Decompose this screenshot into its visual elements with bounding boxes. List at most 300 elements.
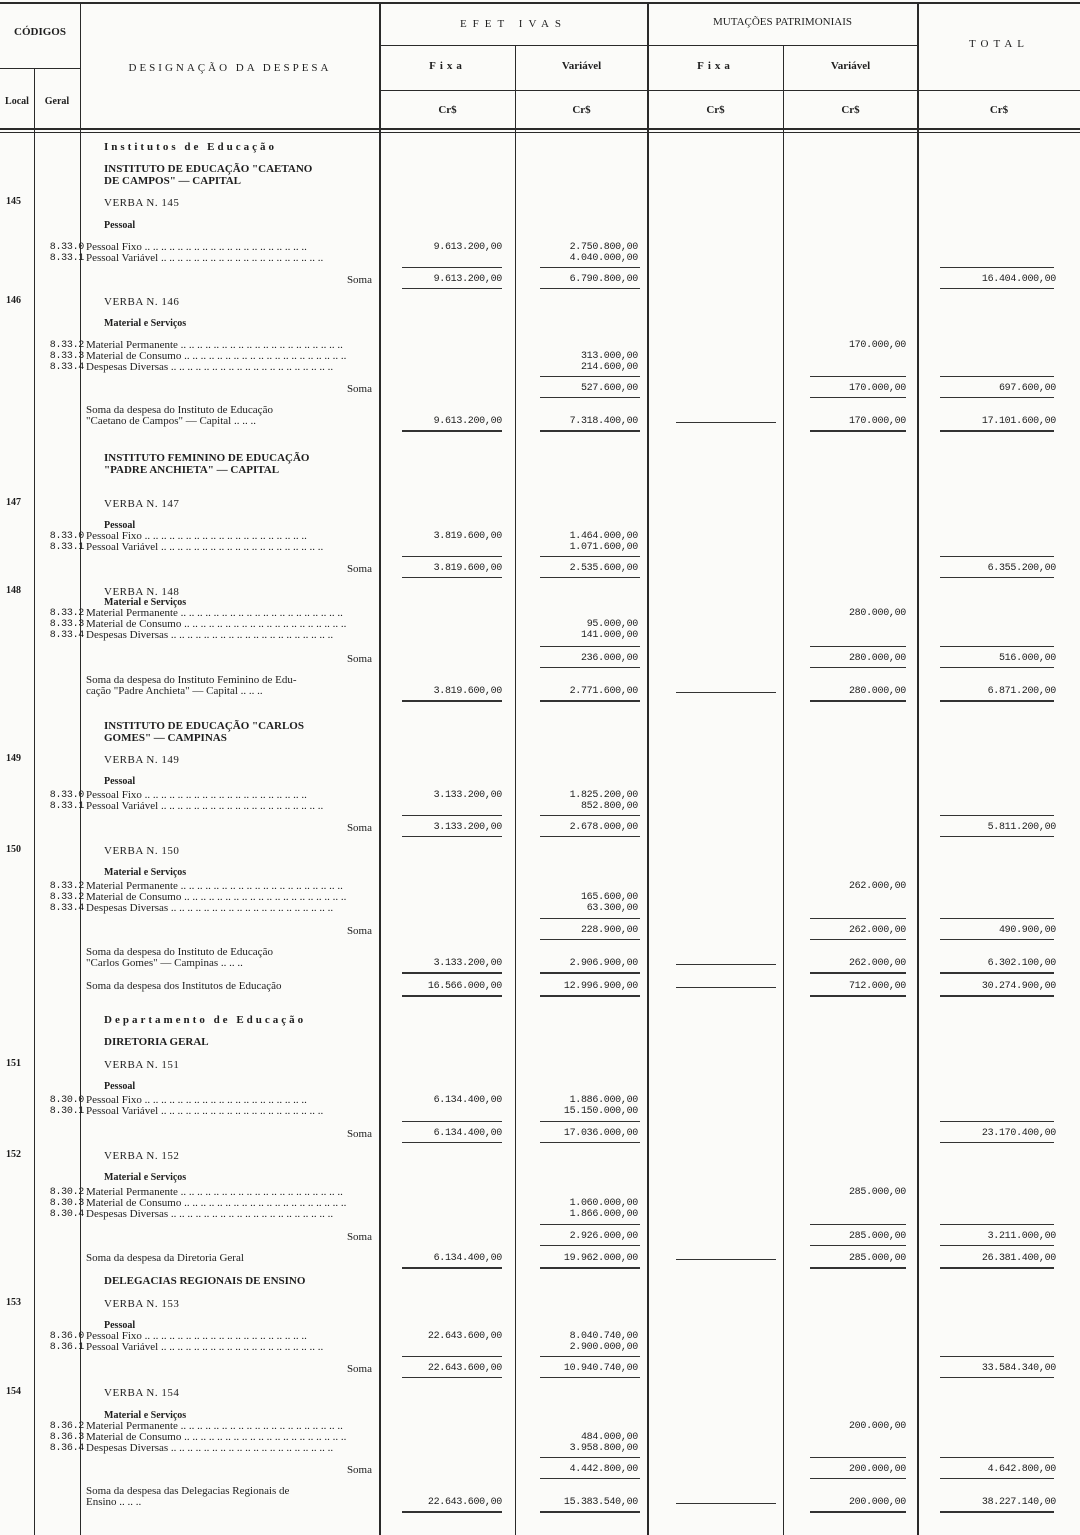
sum-rule <box>810 376 906 377</box>
amount-c2: 2.900.000,00 <box>569 1342 638 1353</box>
col-divider-total <box>917 2 919 1535</box>
total-rule <box>540 1142 640 1143</box>
amount-c4: 170.000,00 <box>848 416 906 427</box>
amount-c4: 200.000,00 <box>848 1497 906 1508</box>
general-code: 8.33.4 <box>49 630 84 641</box>
item-description: Despesas Diversas .. .. .. .. .. .. .. .. .. .. .. .. .. .. .. .. .. .. .. .. <box>86 362 334 373</box>
total-rule <box>940 431 1054 432</box>
general-code: 8.33.2 <box>49 340 84 351</box>
sum-rule <box>940 267 1054 268</box>
local-code: 153 <box>6 1297 21 1308</box>
sum-rule <box>540 918 640 919</box>
sum-rule <box>540 1457 640 1458</box>
general-code: 8.30.0 <box>49 1095 84 1106</box>
sum-rule <box>540 376 640 377</box>
amount-c4: 170.000,00 <box>848 383 906 394</box>
amount-c1: 9.613.200,00 <box>433 416 502 427</box>
total-rule <box>402 973 502 974</box>
item-description: Material de Consumo .. .. .. .. .. .. .. .. .. .. .. .. .. .. .. .. .. .. .. .. <box>86 1198 347 1209</box>
general-code: 8.33.2 <box>49 608 84 619</box>
soma-label: Soma <box>346 1363 372 1375</box>
amount-c5: 6.302.100,00 <box>987 958 1056 969</box>
total-rule <box>540 431 640 432</box>
section-institutos: Institutos de Educação <box>104 141 277 153</box>
total-rule <box>402 996 502 997</box>
amount-c2: 3.958.800,00 <box>569 1443 638 1454</box>
soma-label: Soma <box>346 383 372 395</box>
item-description: Despesas Diversas .. .. .. .. .. .. .. .. .. .. .. .. .. .. .. .. .. .. .. .. <box>86 1209 334 1220</box>
amount-c5: 38.227.140,00 <box>981 1497 1056 1508</box>
amount-c4: 280.000,00 <box>848 686 906 697</box>
subheading: Pessoal <box>104 220 136 231</box>
currency-total: Cr$ <box>989 104 1009 116</box>
total-rule <box>540 667 640 668</box>
total-rule <box>540 1268 640 1269</box>
sum-rule <box>940 556 1054 557</box>
general-code: 8.33.0 <box>49 531 84 542</box>
total-rule <box>940 1512 1054 1513</box>
item-description: Material Permanente .. .. .. .. .. .. .. .. .. .. .. .. .. .. .. .. .. .. .. .. <box>86 608 343 619</box>
header-mutacoes-variavel: Variável <box>830 60 871 72</box>
amount-c2: 1.866.000,00 <box>569 1209 638 1220</box>
amount-c2: 4.040.000,00 <box>569 253 638 264</box>
empty-col-rule <box>676 1503 776 1504</box>
currency-ef-variavel: Cr$ <box>572 104 591 116</box>
amount-c2: 12.996.900,00 <box>563 981 638 992</box>
amount-c4: 262.000,00 <box>848 925 906 936</box>
section-title: INSTITUTO FEMININO DE EDUCAÇÃO "PADRE ANCHIETA" — CAPITAL <box>104 452 310 476</box>
total-rule <box>540 1377 640 1378</box>
subheading: Pessoal <box>104 1081 136 1092</box>
amount-c2: 95.000,00 <box>586 619 638 630</box>
total-rule <box>940 577 1054 578</box>
item-description: Pessoal Variável .. .. .. .. .. .. .. .. .. .. .. .. .. .. .. .. .. .. .. .. <box>86 801 324 812</box>
item-description: Material de Consumo .. .. .. .. .. .. .. .. .. .. .. .. .. .. .. .. .. .. .. .. <box>86 1432 347 1443</box>
general-code: 8.33.1 <box>49 801 84 812</box>
amount-c2: 313.000,00 <box>580 351 638 362</box>
item-description: Despesas Diversas .. .. .. .. .. .. .. .. .. .. .. .. .. .. .. .. .. .. .. .. <box>86 630 334 641</box>
header-efetivas-fixa: Fixa <box>429 60 466 72</box>
item-description: Material Permanente .. .. .. .. .. .. .. .. .. .. .. .. .. .. .. .. .. .. .. .. <box>86 340 343 351</box>
sum-rule <box>810 1457 906 1458</box>
general-code: 8.33.4 <box>49 362 84 373</box>
total-rule <box>540 1478 640 1479</box>
total-rule <box>940 667 1054 668</box>
amount-c1: 9.613.200,00 <box>433 274 502 285</box>
amount-c2: 1.464.000,00 <box>569 531 638 542</box>
local-code: 149 <box>6 753 21 764</box>
soma-label: Soma <box>346 925 372 937</box>
amount-c2: 2.750.800,00 <box>569 242 638 253</box>
sum-rule <box>540 556 640 557</box>
amount-c2: 19.962.000,00 <box>563 1253 638 1264</box>
amount-c1: 3.819.600,00 <box>433 531 502 542</box>
verba-label: VERBA N. 145 <box>104 197 180 209</box>
sum-rule <box>940 1457 1054 1458</box>
local-code: 152 <box>6 1149 21 1160</box>
item-description: Material Permanente .. .. .. .. .. .. .. .. .. .. .. .. .. .. .. .. .. .. .. .. <box>86 1187 343 1198</box>
amount-c2: 15.150.000,00 <box>563 1106 638 1117</box>
total-rule <box>540 836 640 837</box>
sum-rule <box>940 815 1054 816</box>
sum-rule <box>540 815 640 816</box>
item-description: Pessoal Variável .. .. .. .. .. .. .. .. .. .. .. .. .. .. .. .. .. .. .. .. <box>86 1106 324 1117</box>
general-code: 8.33.4 <box>49 903 84 914</box>
total-rule <box>810 397 906 398</box>
amount-c2: 2.771.600,00 <box>569 686 638 697</box>
amount-c2: 10.940.740,00 <box>563 1363 638 1374</box>
amount-c2: 214.600,00 <box>580 362 638 373</box>
amount-c2: 236.000,00 <box>580 653 638 664</box>
col-divider-desc <box>379 2 381 1535</box>
amount-c1: 3.133.200,00 <box>433 822 502 833</box>
total-rule <box>810 1478 906 1479</box>
general-code: 8.36.4 <box>49 1443 84 1454</box>
verba-label: VERBA N. 154 <box>104 1387 180 1399</box>
general-code: 8.36.3 <box>49 1432 84 1443</box>
total-rule <box>940 836 1054 837</box>
total-rule <box>402 1268 502 1269</box>
general-code: 8.30.4 <box>49 1209 84 1220</box>
amount-c4: 285.000,00 <box>848 1253 906 1264</box>
item-description: Pessoal Variável .. .. .. .. .. .. .. .. .. .. .. .. .. .. .. .. .. .. .. .. <box>86 253 324 264</box>
item-description: Pessoal Variável .. .. .. .. .. .. .. .. .. .. .. .. .. .. .. .. .. .. .. .. <box>86 542 324 553</box>
verba-label: VERBA N. 150 <box>104 845 180 857</box>
amount-c2: 7.318.400,00 <box>569 416 638 427</box>
verba-label: VERBA N. 148 <box>104 586 180 598</box>
subheading: Pessoal <box>104 520 136 531</box>
total-rule <box>540 577 640 578</box>
currency-mut-variavel: Cr$ <box>841 104 860 116</box>
total-rule <box>540 996 640 997</box>
general-code: 8.33.0 <box>49 242 84 253</box>
total-rule <box>540 397 640 398</box>
sum-rule <box>540 267 640 268</box>
sum-rule <box>402 815 502 816</box>
header-designacao: DESIGNAÇÃO DA DESPESA <box>128 62 332 74</box>
amount-c4: 170.000,00 <box>848 340 906 351</box>
currency-ef-fixa: Cr$ <box>438 104 457 116</box>
amount-c2: 484.000,00 <box>580 1432 638 1443</box>
general-code: 8.36.1 <box>49 1342 84 1353</box>
total-rule <box>940 1142 1054 1143</box>
header-efetivas: EFET IVAS <box>459 18 568 30</box>
total-rule <box>810 667 906 668</box>
amount-c1: 3.133.200,00 <box>433 958 502 969</box>
sum-rule <box>540 1224 640 1225</box>
general-code: 8.33.0 <box>49 790 84 801</box>
local-code: 148 <box>6 585 21 596</box>
amount-c2: 6.790.800,00 <box>569 274 638 285</box>
general-code: 8.36.0 <box>49 1331 84 1342</box>
amount-c4: 280.000,00 <box>848 608 906 619</box>
item-description: Pessoal Fixo .. .. .. .. .. .. .. .. .. .. .. .. .. .. .. .. .. .. .. .. <box>86 790 307 801</box>
sum-rule <box>810 1224 906 1225</box>
amount-c2: 1.071.600,00 <box>569 542 638 553</box>
total-description: Soma da despesa dos Institutos de Educação <box>86 980 282 992</box>
total-rule <box>810 996 906 997</box>
amount-c1: 6.134.400,00 <box>433 1253 502 1264</box>
section-title: INSTITUTO DE EDUCAÇÃO "CARLOS GOMES" — CAMPINAS <box>104 720 304 744</box>
item-description: Pessoal Fixo .. .. .. .. .. .. .. .. .. .. .. .. .. .. .. .. .. .. .. .. <box>86 242 307 253</box>
amount-c2: 17.036.000,00 <box>563 1128 638 1139</box>
amount-c1: 22.643.600,00 <box>427 1497 502 1508</box>
amount-c5: 4.642.800,00 <box>987 1464 1056 1475</box>
amount-c5: 6.355.200,00 <box>987 563 1056 574</box>
amount-c1: 6.134.400,00 <box>433 1128 502 1139</box>
sum-rule <box>940 646 1054 647</box>
total-rule <box>402 577 502 578</box>
total-rule <box>540 1512 640 1513</box>
amount-c5: 17.101.600,00 <box>981 416 1056 427</box>
soma-label: Soma <box>346 1128 372 1140</box>
item-description: Despesas Diversas .. .. .. .. .. .. .. .. .. .. .. .. .. .. .. .. .. .. .. .. <box>86 1443 334 1454</box>
amount-c2: 165.600,00 <box>580 892 638 903</box>
amount-c1: 3.819.600,00 <box>433 686 502 697</box>
amount-c5: 23.170.400,00 <box>981 1128 1056 1139</box>
subheading: Material e Serviços <box>104 1410 187 1421</box>
total-rule <box>402 1377 502 1378</box>
general-code: 8.30.2 <box>49 1187 84 1198</box>
sum-rule <box>402 267 502 268</box>
verba-label: VERBA N. 153 <box>104 1298 180 1310</box>
amount-c5: 490.900,00 <box>998 925 1056 936</box>
amount-c2: 15.383.540,00 <box>563 1497 638 1508</box>
local-code: 146 <box>6 295 21 306</box>
sum-rule <box>540 1121 640 1122</box>
sum-rule <box>940 1224 1054 1225</box>
soma-label: Soma <box>346 1464 372 1476</box>
total-rule <box>540 288 640 289</box>
sum-rule <box>402 1121 502 1122</box>
amount-c5: 33.584.340,00 <box>981 1363 1056 1374</box>
total-rule <box>940 1245 1054 1246</box>
amount-c5: 3.211.000,00 <box>987 1231 1056 1242</box>
amount-c4: 200.000,00 <box>848 1421 906 1432</box>
amount-c2: 8.040.740,00 <box>569 1331 638 1342</box>
item-description: Material Permanente .. .. .. .. .. .. .. .. .. .. .. .. .. .. .. .. .. .. .. .. <box>86 881 343 892</box>
local-code: 145 <box>6 196 21 207</box>
verba-label: VERBA N. 152 <box>104 1150 180 1162</box>
amount-c4: 262.000,00 <box>848 881 906 892</box>
local-code: 147 <box>6 497 21 508</box>
empty-col-rule <box>676 692 776 693</box>
subheading: Pessoal <box>104 1320 136 1331</box>
total-rule <box>402 1142 502 1143</box>
sum-rule <box>940 918 1054 919</box>
sum-rule <box>940 1121 1054 1122</box>
amount-c5: 16.404.000,00 <box>981 274 1056 285</box>
total-rule <box>810 973 906 974</box>
verba-label: VERBA N. 146 <box>104 296 180 308</box>
amount-c4: 712.000,00 <box>848 981 906 992</box>
total-rule <box>940 1268 1054 1269</box>
amount-c2: 1.825.200,00 <box>569 790 638 801</box>
total-description: Soma da despesa do Instituto Feminino de Edu- cação "Padre Anchieta" — Capital .. .. .. <box>86 674 297 697</box>
total-description: Soma da despesa do Instituto de Educação "Caetano de Campos" — Capital .. .. .. <box>86 404 273 427</box>
amount-c2: 1.886.000,00 <box>569 1095 638 1106</box>
total-rule <box>940 973 1054 974</box>
total-rule <box>810 939 906 940</box>
section-title: DELEGACIAS REGIONAIS DE ENSINO <box>104 1275 306 1287</box>
section-departamento: Departamento de Educação <box>104 1014 307 1026</box>
amount-c5: 26.381.400,00 <box>981 1253 1056 1264</box>
amount-c2: 1.060.000,00 <box>569 1198 638 1209</box>
amount-c2: 228.900,00 <box>580 925 638 936</box>
amount-c1: 6.134.400,00 <box>433 1095 502 1106</box>
total-rule <box>540 973 640 974</box>
header-codigos: CÓDIGOS <box>14 26 66 38</box>
general-code: 8.33.3 <box>49 351 84 362</box>
soma-label: Soma <box>346 563 372 575</box>
total-rule <box>540 939 640 940</box>
total-rule <box>540 701 640 702</box>
col-divider-geral <box>80 2 81 1535</box>
total-rule <box>402 701 502 702</box>
item-description: Pessoal Fixo .. .. .. .. .. .. .. .. .. .. .. .. .. .. .. .. .. .. .. .. <box>86 1095 307 1106</box>
total-description: Soma da despesa da Diretoria Geral <box>86 1252 244 1264</box>
amount-c4: 262.000,00 <box>848 958 906 969</box>
sum-rule <box>940 1356 1054 1357</box>
local-code: 151 <box>6 1058 21 1069</box>
general-code: 8.30.1 <box>49 1106 84 1117</box>
currency-mut-fixa: Cr$ <box>706 104 725 116</box>
total-rule <box>940 996 1054 997</box>
sum-rule <box>940 376 1054 377</box>
general-code: 8.36.2 <box>49 1421 84 1432</box>
header-geral: Geral <box>44 96 70 107</box>
sum-rule <box>810 646 906 647</box>
soma-label: Soma <box>346 274 372 286</box>
sum-rule <box>810 918 906 919</box>
item-description: Material de Consumo .. .. .. .. .. .. .. .. .. .. .. .. .. .. .. .. .. .. .. .. <box>86 892 347 903</box>
header-currency-rule <box>380 90 1080 91</box>
amount-c4: 285.000,00 <box>848 1231 906 1242</box>
amount-c1: 22.643.600,00 <box>427 1363 502 1374</box>
soma-label: Soma <box>346 653 372 665</box>
total-rule <box>402 836 502 837</box>
header-mutacoes: MUTAÇÕES PATRIMONIAIS <box>713 16 852 28</box>
total-description: Soma da despesa do Instituto de Educação "Carlos Gomes" — Campinas .. .. .. <box>86 946 273 969</box>
header-efetivas-variavel: Variável <box>561 60 602 72</box>
item-description: Pessoal Fixo .. .. .. .. .. .. .. .. .. .. .. .. .. .. .. .. .. .. .. .. <box>86 1331 307 1342</box>
total-rule <box>402 431 502 432</box>
verba-label: VERBA N. 149 <box>104 754 180 766</box>
verba-label: VERBA N. 151 <box>104 1059 180 1071</box>
amount-c1: 16.566.000,00 <box>427 981 502 992</box>
total-rule <box>810 1268 906 1269</box>
total-rule <box>940 288 1054 289</box>
empty-col-rule <box>676 964 776 965</box>
header-local: Local <box>5 96 29 107</box>
amount-c1: 3.133.200,00 <box>433 790 502 801</box>
subheading: Material e Serviços <box>104 597 187 608</box>
item-description: Pessoal Fixo .. .. .. .. .. .. .. .. .. .. .. .. .. .. .. .. .. .. .. .. <box>86 531 307 542</box>
section-title: DIRETORIA GERAL <box>104 1036 209 1048</box>
total-rule <box>810 701 906 702</box>
general-code: 8.33.1 <box>49 542 84 553</box>
general-code: 8.33.1 <box>49 253 84 264</box>
general-code: 8.33.2 <box>49 881 84 892</box>
total-rule <box>940 701 1054 702</box>
general-code: 8.33.2 <box>49 892 84 903</box>
sum-rule <box>402 1356 502 1357</box>
amount-c1: 3.819.600,00 <box>433 563 502 574</box>
total-rule <box>402 288 502 289</box>
amount-c5: 6.871.200,00 <box>987 686 1056 697</box>
col-divider-ef <box>515 45 516 1535</box>
sum-rule <box>402 556 502 557</box>
item-description: Material Permanente .. .. .. .. .. .. .. .. .. .. .. .. .. .. .. .. .. .. .. .. <box>86 1421 343 1432</box>
amount-c1: 9.613.200,00 <box>433 242 502 253</box>
amount-c2: 2.926.000,00 <box>569 1231 638 1242</box>
verba-label: VERBA N. 147 <box>104 498 180 510</box>
header-total: TOTAL <box>969 38 1029 50</box>
header-subrule <box>380 45 918 46</box>
soma-label: Soma <box>346 1231 372 1243</box>
total-rule <box>940 397 1054 398</box>
local-code: 150 <box>6 844 21 855</box>
col-divider-mv <box>783 45 784 1535</box>
total-description: Soma da despesa das Delegacias Regionais de Ensino .. .. .. <box>86 1485 290 1508</box>
general-code: 8.30.3 <box>49 1198 84 1209</box>
amount-c4: 285.000,00 <box>848 1187 906 1198</box>
amount-c5: 697.600,00 <box>998 383 1056 394</box>
amount-c2: 2.906.900,00 <box>569 958 638 969</box>
total-rule <box>402 1512 502 1513</box>
total-rule <box>940 1377 1054 1378</box>
total-rule <box>810 1245 906 1246</box>
codes-subrule <box>0 68 80 69</box>
amount-c5: 5.811.200,00 <box>987 822 1056 833</box>
total-rule <box>810 431 906 432</box>
amount-c4: 280.000,00 <box>848 653 906 664</box>
total-rule <box>540 1245 640 1246</box>
general-code: 8.33.3 <box>49 619 84 630</box>
empty-col-rule <box>676 422 776 423</box>
total-rule <box>810 1512 906 1513</box>
item-description: Despesas Diversas .. .. .. .. .. .. .. .. .. .. .. .. .. .. .. .. .. .. .. .. <box>86 903 334 914</box>
item-description: Pessoal Variável .. .. .. .. .. .. .. .. .. .. .. .. .. .. .. .. .. .. .. .. <box>86 1342 324 1353</box>
section-title: INSTITUTO DE EDUCAÇÃO "CAETANO DE CAMPOS" — CAPITAL <box>104 163 313 187</box>
amount-c2: 2.678.000,00 <box>569 822 638 833</box>
subheading: Material e Serviços <box>104 867 187 878</box>
amount-c5: 30.274.900,00 <box>981 981 1056 992</box>
empty-col-rule <box>676 1259 776 1260</box>
subheading: Material e Serviços <box>104 1172 187 1183</box>
amount-c2: 4.442.800,00 <box>569 1464 638 1475</box>
header-mutacoes-fixa: Fixa <box>697 60 734 72</box>
total-rule <box>940 1478 1054 1479</box>
sum-rule <box>540 1356 640 1357</box>
item-description: Material de Consumo .. .. .. .. .. .. .. .. .. .. .. .. .. .. .. .. .. .. .. .. <box>86 351 347 362</box>
amount-c5: 516.000,00 <box>998 653 1056 664</box>
amount-c2: 141.000,00 <box>580 630 638 641</box>
empty-col-rule <box>676 987 776 988</box>
total-rule <box>940 939 1054 940</box>
local-code: 154 <box>6 1386 21 1397</box>
sum-rule <box>540 646 640 647</box>
subheading: Material e Serviços <box>104 318 187 329</box>
amount-c2: 2.535.600,00 <box>569 563 638 574</box>
amount-c2: 852.800,00 <box>580 801 638 812</box>
amount-c1: 22.643.600,00 <box>427 1331 502 1342</box>
amount-c2: 527.600,00 <box>580 383 638 394</box>
soma-label: Soma <box>346 822 372 834</box>
item-description: Material de Consumo .. .. .. .. .. .. .. .. .. .. .. .. .. .. .. .. .. .. .. .. <box>86 619 347 630</box>
col-divider-mut <box>647 2 649 1535</box>
amount-c4: 200.000,00 <box>848 1464 906 1475</box>
